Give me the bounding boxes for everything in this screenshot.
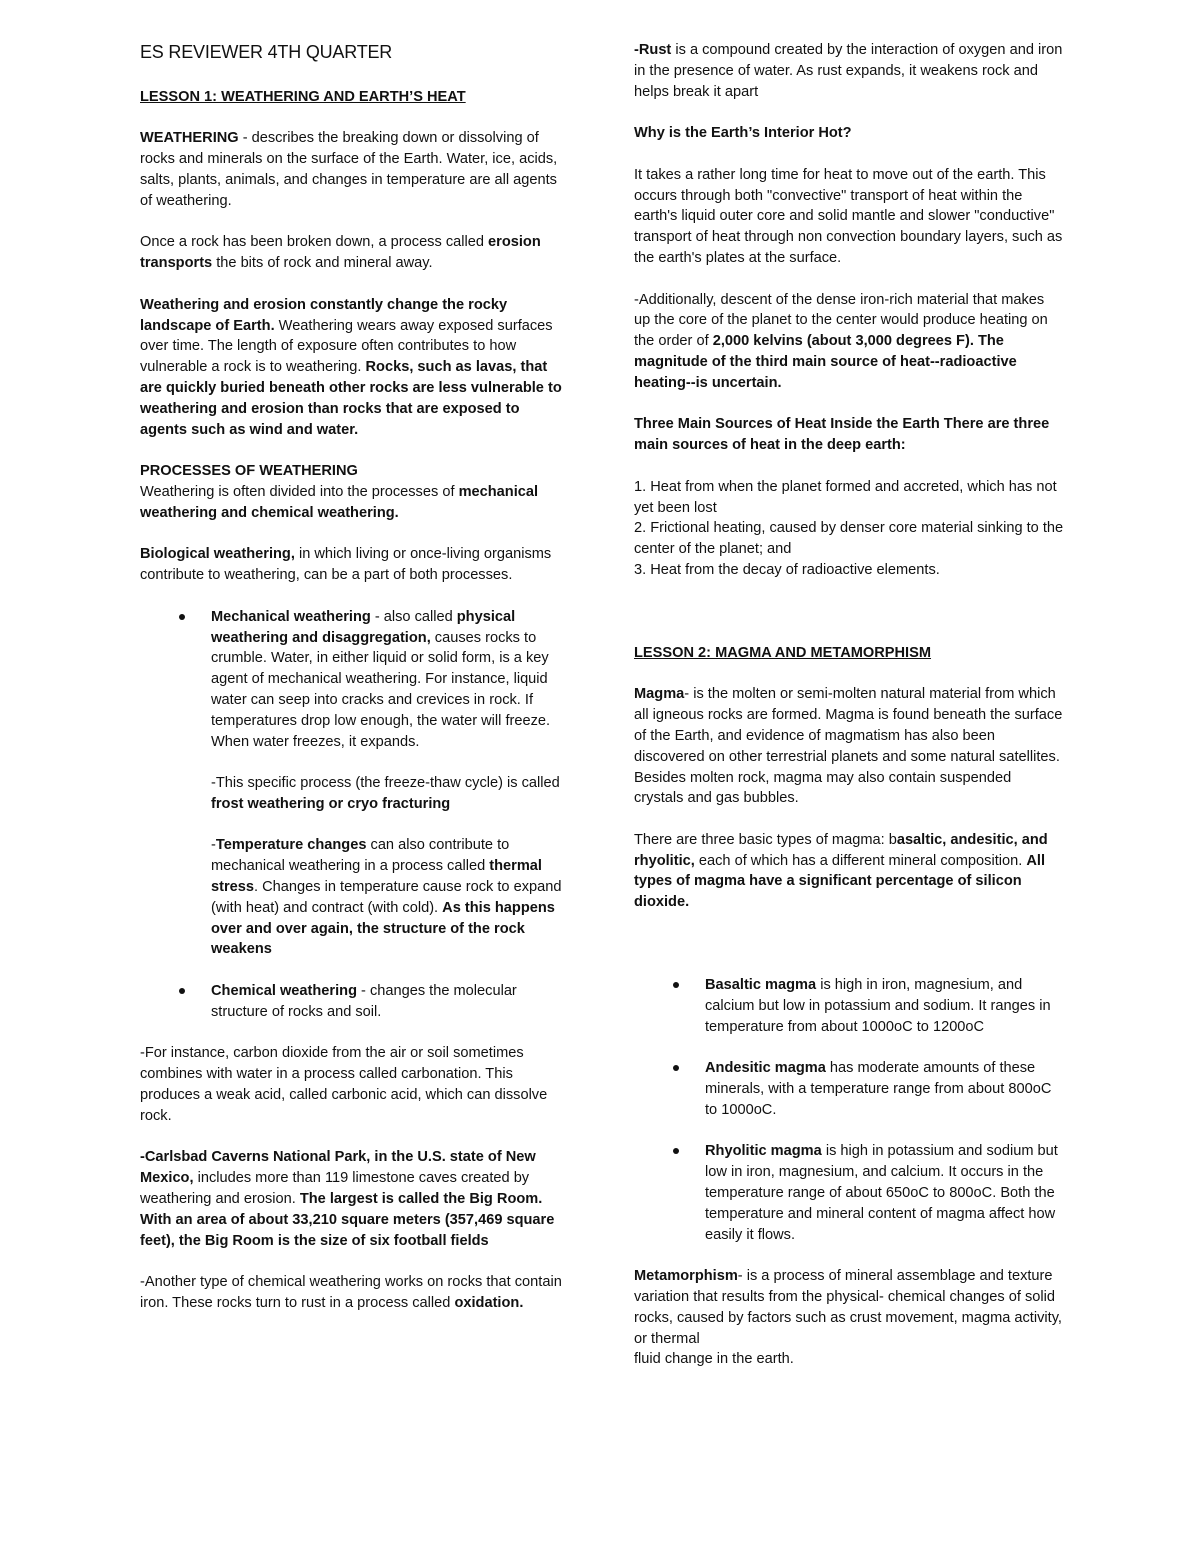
list-item: 1. Heat from when the planet formed and accreted, which has not yet been lost [634, 478, 1057, 516]
oxidation-paragraph: -Another type of chemical weathering works on rocks that contain iron. These rocks turn to rust in a process called oxidation. [140, 1274, 562, 1312]
erosion-paragraph: Once a rock has been broken down, a process called erosion transports the bits of rock and mineral away. [140, 234, 541, 272]
landscape-paragraph: Weathering and erosion constantly change the rocky landscape of Earth. Weathering wears away exposed surfaces over time. The length of exposure often contributes to how vulnerable a rock is to weathering. Rocks, such as lavas, that are quickly buried beneath other rocks are less vulnerable to weathering and erosion than rocks that are exposed to agents such as wind and water. [140, 296, 562, 438]
sources-list [634, 477, 1064, 581]
carbonation-paragraph: -For instance, carbon dioxide from the air or soil sometimes combines with water in a process called carbonation. This produces a weak acid, called carbonic acid, which can dissolve rock. [140, 1045, 548, 1124]
weathering-definition: WEATHERING - describes the breaking down or dissolving of rocks and minerals on the surface of the Earth. Water, ice, acids, salts, plants, animals, and changes in temperature are all agents of weathering. [140, 130, 558, 209]
mechanical-text: Mechanical weathering - also called physical weathering and disaggregation, causes rocks to crumble. Water, in either liquid or solid form, is a key agent of mechanical weathering. For instance, liquid water can seep into cracks and crevices in rock. If temperatures drop low enough, the water will freeze. When water freezes, it expands. [211, 608, 551, 750]
lesson-1-title: LESSON 1: WEATHERING AND EARTH’S HEAT [140, 88, 466, 105]
sources-heading: Three Main Sources of Heat Inside the Earth There are three main sources of heat in the deep earth: [634, 416, 1050, 454]
processes-paragraph: PROCESSES OF WEATHERING Weathering is often divided into the processes of mechanical weathering and chemical weathering. [140, 461, 570, 523]
processes-heading: PROCESSES OF WEATHERING [140, 463, 358, 480]
carlsbad-paragraph: -Carlsbad Caverns National Park, in the U.S. state of New Mexico, includes more than 119 limestone caves created by weathering and erosion. The largest is called the Big Room. With an area of about 33,210 square meters (357,469 square feet), the Big Room is the size of six football fields [140, 1149, 555, 1249]
list-item-andesitic: Andesitic magma has moderate amounts of these minerals, with a temperature range from about 800oC to 1000oC. [705, 1058, 1064, 1120]
right-column [634, 40, 1064, 1391]
descent-paragraph: -Additionally, descent of the dense iron-rich material that makes up the core of the planet to the center would produce heating on the order of 2,000 kelvins (about 3,000 degrees F). The magnitude of the third main source of heat--radioactive heating--is uncertain. [634, 291, 1048, 391]
document-title: ES REVIEWER 4TH QUARTER [140, 42, 393, 62]
interior-heading: Why is the Earth’s Interior Hot? [634, 125, 852, 142]
list-item: 2. Frictional heating, caused by denser core material sinking to the center of the planet; and [634, 520, 1064, 558]
list-item-mechanical [211, 607, 570, 961]
metamorphism-paragraph: Metamorphism- is a process of mineral assemblage and texture variation that results from the physical- chemical changes of solid rocks, caused by factors such as crust movement, magma activity, or thermal fluid change in the earth. [634, 1268, 1062, 1368]
magma-types-paragraph: There are three basic types of magma: basaltic, andesitic, and rhyolitic, each of which has a different mineral composition. All types of magma have a significant percentage of silicon dioxide. [634, 831, 1048, 911]
list-item-chemical: Chemical weathering - changes the molecular structure of rocks and soil. [211, 981, 570, 1023]
magma-types-list [634, 975, 1064, 1245]
list-item-basaltic: Basaltic magma is high in iron, magnesium, and calcium but low in potassium and sodium. It ranges in temperature from about 1000oC to 1200oC [705, 975, 1064, 1037]
weathering-types-list [140, 607, 570, 1023]
list-item: 3. Heat from the decay of radioactive elements. [634, 561, 940, 578]
left-column [140, 40, 570, 1335]
weathering-term: WEATHERING [140, 130, 239, 147]
list-item-rhyolitic: Rhyolitic magma is high in potassium and sodium but low in iron, magnesium, and calcium. It occurs in the temperature range of about 650oC to 800oC. Both the temperature and mineral content of magma affect how easily it flows. [705, 1141, 1064, 1245]
frost-text: -This specific process (the freeze-thaw cycle) is called frost weathering or cryo fracturing [211, 775, 560, 812]
thermal-text: -Temperature changes can also contribute to mechanical weathering in a process called thermal stress. Changes in temperature cause rock to expand (with heat) and contract (with cold). As this happens over and over again, the structure of the rock weakens [211, 837, 562, 958]
magma-paragraph: Magma- is the molten or semi-molten natural material from which all igneous rocks are formed. Magma is found beneath the surface of the Earth, and evidence of magmatism has also been discovered on other terrestrial planets and some natural satellites. Besides molten rock, magma may also contain suspended crystals and gas bubbles. [634, 686, 1063, 807]
biological-paragraph: Biological weathering, in which living or once-living organisms contribute to weathering, can be a part of both processes. [140, 546, 552, 584]
interior-paragraph: It takes a rather long time for heat to move out of the earth. This occurs through both "convective" transport of heat within the earth's liquid outer core and solid mantle and slower "conductive" transport of heat through non convection boundary layers, such as the earth's plates at the surface. [634, 166, 1063, 266]
rust-paragraph: -Rust is a compound created by the interaction of oxygen and iron in the presence of water. As rust expands, it weakens rock and helps break it apart [634, 42, 1063, 100]
lesson-2-title: LESSON 2: MAGMA AND METAMORPHISM [634, 644, 932, 661]
